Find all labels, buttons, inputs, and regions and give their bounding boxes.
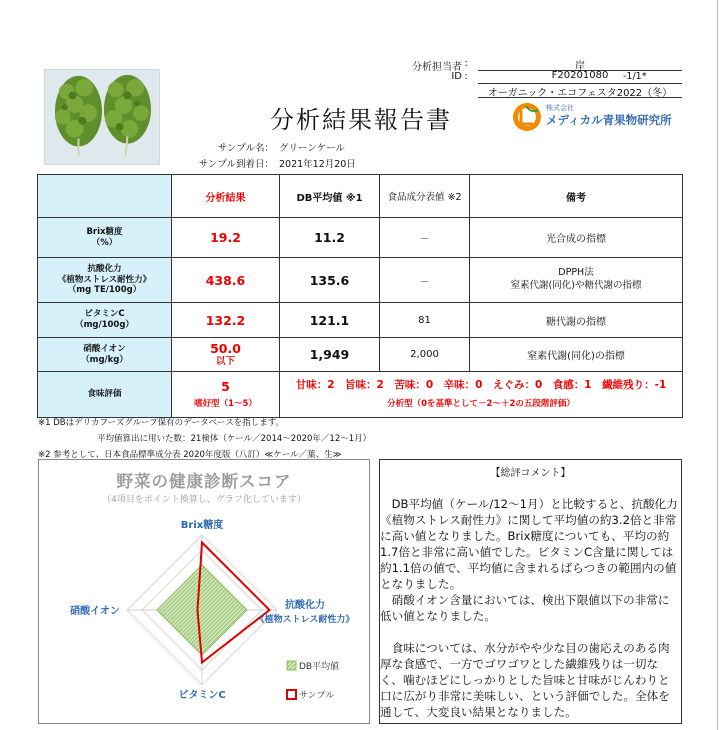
comment-paragraph-1: DB平均値（ケール/12～1月）と比較すると、抗酸化力《植物ストレス耐性力》に関して平均値の約3.2倍と非常に高い値となりました。Brix糖度についても、平均の約1.7倍と非常に高い値でした。ビタミンC含量に関しては約1.1倍の値で、平均値に含まれるばらつきの範囲内の値となりました。 [380, 497, 678, 591]
note-cell: 光合成の指標 [470, 218, 683, 258]
db-cell: 135.6 [280, 258, 380, 303]
legend-label-sample: サンプル [299, 691, 335, 701]
result-cell: 19.2 [172, 218, 280, 258]
legend-label-db: DB平均値 [299, 662, 340, 672]
sample-date: 2021年12月20日 [279, 159, 356, 170]
note-cell: DPPH法 窒素代謝(同化)や糖代謝の指標 [470, 258, 683, 303]
db-cell: 11.2 [280, 218, 380, 258]
company-logo [512, 100, 682, 134]
db-cell: 121.1 [280, 303, 380, 338]
report-title: 分析結果報告書 [270, 106, 452, 134]
table-row [38, 303, 683, 338]
page-number: -1/1* [623, 71, 647, 82]
table-row [38, 218, 683, 258]
axis-label-brix: Brix糖度 [180, 520, 224, 531]
taste-score-cell: 5 嗜好型（1～5） [172, 372, 280, 418]
id-field [478, 70, 682, 84]
id-label: ID [451, 71, 462, 82]
id-value: F20201080 [551, 70, 609, 81]
legend-swatch-db [287, 661, 296, 670]
table-header-row [38, 175, 683, 218]
axis-label-nitrate: 硝酸イオン [70, 606, 120, 617]
comment-paragraph-2: 硝酸イオン含量においては、検出下限値以下の非常に低い値となりました。 [380, 593, 670, 623]
page-edge [717, 0, 718, 730]
header-note: 備考 [470, 175, 683, 218]
id-colon: : [464, 71, 468, 82]
sample-name-label: サンプル名： [217, 143, 274, 154]
result-cell: 438.6 [172, 258, 280, 303]
logo-mark-icon [512, 102, 542, 132]
row-label: ビタミンC （mg/100g） [38, 303, 172, 338]
analyst-label: 分析担当者 [412, 62, 462, 73]
food-cell: 81 [380, 303, 470, 338]
comment-box [379, 459, 682, 724]
food-cell: － [380, 218, 470, 258]
row-label: 抗酸化力 《植物ストレス耐性力》 （mg TE/100g） [38, 258, 172, 303]
header-result: 分析結果 [172, 175, 280, 218]
sample-name: グリーンケール [279, 143, 345, 154]
axis-label-antioxidant: 抗酸化力 [285, 600, 325, 611]
axis-label-vitaminc: ビタミンC [178, 690, 226, 701]
table-row [38, 258, 683, 303]
result-cell: 132.2 [172, 303, 280, 338]
radar-chart [39, 460, 371, 725]
chart-subtitle: （4項目をポイント換算し、グラフ化しています） [102, 495, 306, 505]
footnote-2: ※2 参考として、日本食品標準成分表 2020年度版（八訂）≪ケール／葉、生≫ [38, 450, 342, 460]
row-label: Brix糖度 （%） [38, 218, 172, 258]
series-db-area [157, 565, 247, 655]
radar-panel [38, 459, 370, 724]
comment-body [380, 496, 680, 720]
results-table [37, 174, 683, 418]
event-name: オーガニック・エコフェスタ2022（冬） [478, 84, 682, 98]
analyst-colon: : [464, 58, 468, 69]
taste-detail-cell: 甘味：2 旨味：2 苦味：0 辛味：0 えぐみ：0 食感：1 繊維残り：-1 分析型（0を基準として－2～＋2の五段階評価） [280, 372, 683, 418]
comment-heading: 【総評コメント】 [490, 468, 571, 479]
table-corner [38, 175, 172, 218]
footnote-1b: 平均値算出に用いた数：21検体（ケール／2014～2020年／12～1月） [97, 434, 372, 444]
db-cell: 1,949 [280, 338, 380, 372]
chart-title: 野菜の健康診断スコア [116, 472, 292, 491]
axis-label-antioxidant-sub: 《植物ストレス耐性力》 [255, 615, 355, 625]
food-cell: － [380, 258, 470, 303]
header-food: 食品成分表値 ※2 [380, 175, 470, 218]
logo-company-name: メディカル青果物研究所 [546, 113, 672, 127]
legend-swatch-sample [287, 690, 296, 699]
table-row [38, 338, 683, 372]
analyst-value: 岸 [478, 57, 682, 71]
row-label: 食味評価 [38, 372, 172, 418]
row-label: 硝酸イオン （mg/kg） [38, 338, 172, 372]
table-row-taste [38, 372, 683, 418]
sample-date-label: サンプル到着日： [198, 159, 274, 170]
note-cell: 糖代謝の指標 [470, 303, 683, 338]
comment-paragraph-3: 食味については、水分がやや少な目の歯応えのある肉厚な食感で、一方でゴワゴワとした繊維残りは一切なく、噛むほどにしっかりとした旨味と甘味がじんわりと口に広がり非常に美味しい、という評価でした。全体を通して、大変良い結果となりました。 [380, 641, 670, 719]
logo-company-prefix: 株式会社 [546, 104, 574, 112]
food-cell: 2,000 [380, 338, 470, 372]
kale-photo [44, 69, 160, 165]
footnote-1: ※1 DBはデリカフーズグループ保有のデータベースを指します。 [38, 418, 285, 428]
note-cell: 窒素代謝(同化)の指標 [470, 338, 683, 372]
header-db: DB平均値 ※1 [280, 175, 380, 218]
result-cell: 50.0 以下 [172, 338, 280, 372]
